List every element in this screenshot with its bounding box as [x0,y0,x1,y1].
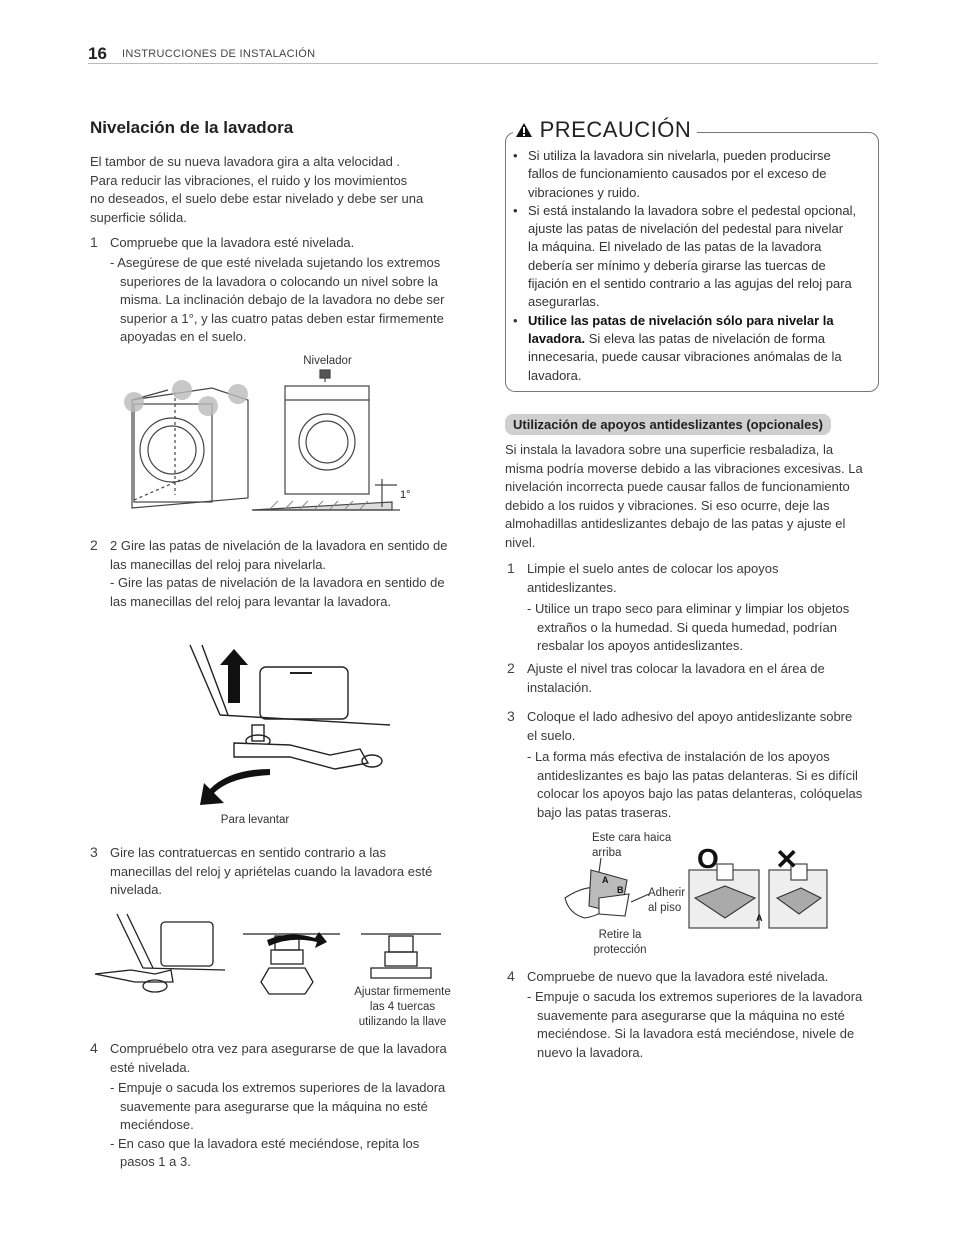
intro-paragraph [90,153,423,227]
sub-line: meciéndose. [120,1117,194,1132]
adhere-label: Adherir al piso [648,887,686,914]
caution-list [513,147,873,385]
step3-line: manecillas del reloj y apriételas cuando la lavadora esté [110,863,433,879]
r-step4-text: Compruebe de nuevo que la lavadora esté nivelada. [527,969,829,984]
step2-line: las manecillas del reloj para nivelarla. [110,556,327,572]
caution-bullet: • Si utiliza la lavadora sin nivelarla, pueden producirse fallos de funcionamiento causados por el exceso de vibraciones y ruido. [513,148,831,200]
step1-sub [110,254,444,347]
step4-sub [110,1079,445,1172]
tighten-caption [330,985,475,1030]
caption-line: Ajustar firmemente [354,986,451,998]
leg-raise-illustration [190,645,400,805]
sub-line: - En caso que la lavadora esté meciéndose, repita los [110,1135,420,1151]
intro-line: no deseados, el suelo debe estar nivelado y debe ser una [90,191,424,206]
step3-line: Gire las contratuercas en sentido contrario a las [110,845,387,860]
caution-title [513,117,697,143]
step3-text [110,844,432,900]
sub-line: misma. La inclinación debajo de la lavadora no debe ser [120,292,445,307]
page-number: 16 [88,44,107,63]
step-number: 3 [507,708,515,724]
step4-line: esté nivelada. [110,1059,191,1075]
nivelador-label: Nivelador [303,355,352,367]
r-step3-sub: - La forma más efectiva de instalación de los apoyos antideslizantes es bajo las patas delanteras. Si es difícil colocar los apoyos bajo las patas delanteras, colóquelas bajo las patas traseras. [527,749,863,820]
this-side-up-label: Este cara haica arriba [592,832,672,859]
level-check-illustration [120,370,420,525]
step-number: 4 [90,1040,98,1056]
intro-line: El tambor de su nueva lavadora gira a alta velocidad . [90,154,401,169]
step2-line: las manecillas del reloj para levantar la lavadora. [110,593,392,609]
r-step2-text: Ajuste el nivel tras colocar la lavadora en el área de instalación. [527,661,825,695]
r-step1-sub: - Utilice un trapo seco para eliminar y limpiar los objetos extraños o la humedad. Si queda humedad, podrían resbalar los apoyos antideslizantes. [527,601,850,653]
step-number: 2 [507,660,515,676]
caution-title-text: PRECAUCIÓN [539,117,692,142]
step1-text: Compruebe que la lavadora esté nivelada. [110,235,355,250]
r-step3-text: Coloque el lado adhesivo del apoyo antideslizante sobre el suelo. [527,709,853,743]
warning-icon [515,122,533,138]
label-a: A [602,875,609,885]
caution-bullet: • Si está instalando la lavadora sobre el pedestal opcional, ajuste las patas de nivelación del pedestal para nivelar la máquina. El nivelado de las patas de la lavadora debería ser mínimo y debería girarse las tuercas de fijación en el sentido contrario a las agujas del reloj para asegurarlas. [513,202,857,310]
sub-line: apoyadas en el suelo. [120,329,247,344]
para-levantar-label: Para levantar [220,814,290,826]
caution-bullet: • Utilice las patas de nivelación sólo para nivelar la lavadora. Si eleva las patas de nivelación de forma innecesaria, puede causar vibraciones anómalas de la lavadora. [513,312,842,383]
section-title: Nivelación de la lavadora [90,118,294,137]
step-number: 2 [90,537,98,553]
sub-line: - Asegúrese de que esté nivelada sujetando los extremos [110,255,441,270]
section-header: INSTRUCCIONES DE INSTALACIÓN [122,48,316,60]
step-number: 1 [507,560,515,576]
step2-text [110,537,448,611]
anti-slip-intro: Si instala la lavadora sobre una superficie resbaladiza, la misma podría moverse debido a las vibraciones excesivas. La nivelación incorrecta puede causar fallos de funcionamiento debido a los ruidos y vibraciones. Si eso ocurre, deje las almohadillas antideslizantes debajo de las patas y ajuste el nivel. [505,442,863,550]
intro-line: superficie sólida. [90,209,187,225]
step-number: 3 [90,844,98,860]
step4-text [110,1040,447,1077]
sub-line: superior a 1°, y las cuatro patas deben estar firmemente [120,310,444,326]
label-a-right: A [756,913,763,923]
angle-label: 1° [400,489,411,501]
step3-line: nivelada. [110,882,163,897]
r-step1-text: Limpie el suelo antes de colocar los apoyos antideslizantes. [527,561,779,595]
step2-line: 2 Gire las patas de nivelación de la lavadora en sentido de [110,538,448,553]
header-divider [88,63,878,64]
step4-line: Compruébelo otra vez para asegurarse de que la lavadora [110,1041,447,1056]
sub-line: pasos 1 a 3. [120,1154,191,1169]
r-step4-sub: - Empuje o sacuda los extremos superiores de la lavadora suavemente para asegurarse que la máquina no esté meciéndose. Si la lavadora está meciéndose, nivele de nuevo la lavadora. [527,989,863,1060]
step2-line: - Gire las patas de nivelación de la lavadora en sentido de [110,575,445,590]
sub-line: suavemente para asegurarse que la máquina no esté [120,1098,428,1114]
caption-line: las 4 tuercas [369,1001,436,1013]
correct-mark: O [697,843,719,874]
incorrect-mark: ✕ [775,844,799,875]
step-number: 1 [90,234,98,250]
sub-line: superiores de la lavadora o colocando un nivel sobre la [120,273,438,289]
step-number: 4 [507,968,515,984]
remove-protection-label: Retire la protección [593,929,647,956]
sub-line: - Empuje o sacuda los extremos superiores de la lavadora [110,1080,446,1095]
intro-line: Para reducir las vibraciones, el ruido y los movimientos [90,172,408,188]
anti-slip-subheading: Utilización de apoyos antideslizantes (opcionales) [505,414,831,435]
caption-line: utilizando la llave [358,1016,447,1028]
label-b: B [617,885,624,895]
